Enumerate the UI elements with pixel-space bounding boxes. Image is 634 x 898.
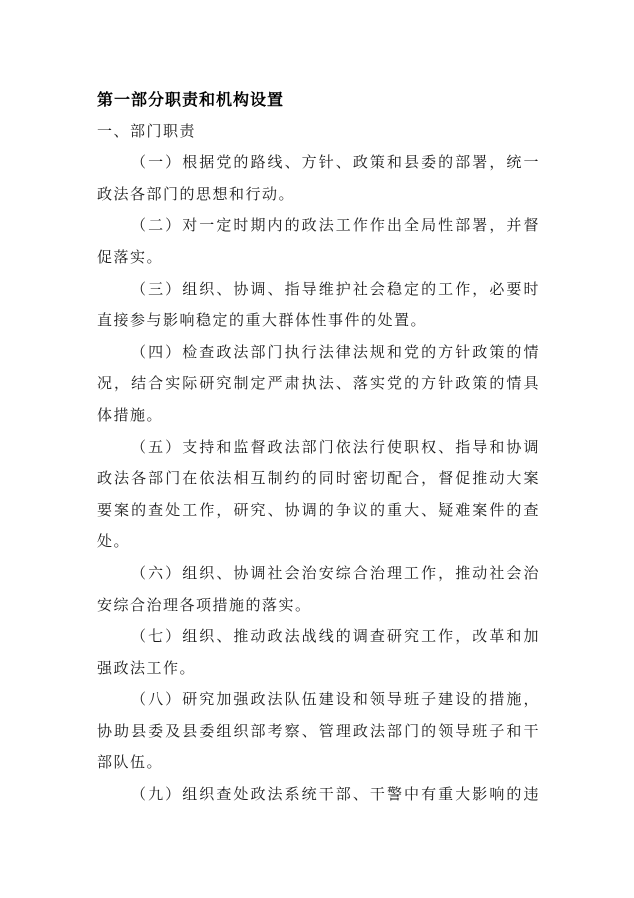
- duty-text-line: （二）对一定时期内的政法工作作出全局性部署，并督: [131, 216, 540, 235]
- duty-item-9: [97, 779, 540, 811]
- duty-text-line: 直接参与影响稳定的重大群体性事件的处置。: [97, 311, 428, 330]
- duty-text-line: 政法各部门的思想和行动。: [97, 184, 296, 203]
- duty-text-line: （四）检查政法部门执行法律法规和党的方针政策的情: [131, 342, 540, 361]
- duty-text-line: 政法各部门在依法相互制约的同时密切配合，督促推动大案: [97, 469, 540, 488]
- duty-text-line: （五）支持和监督政法部门依法行使职权、指导和协调: [131, 437, 540, 456]
- duty-item-1: [97, 147, 540, 210]
- duty-text-line: （八）研究加强政法队伍建设和领导班子建设的措施，: [131, 690, 540, 709]
- section-heading: 一、部门职责: [97, 121, 197, 140]
- duty-text-line: 强政法工作。: [97, 658, 197, 677]
- duty-text-line: 促落实。: [97, 247, 164, 266]
- duty-text-line: 协助县委及县委组织部考察、管理政法部门的领导班子和干: [97, 721, 540, 740]
- duty-item-5: [97, 432, 540, 558]
- document-body: [97, 84, 540, 811]
- duty-text-line: （七）组织、推动政法战线的调查研究工作，改革和加: [131, 627, 540, 646]
- duty-item-7: [97, 621, 540, 684]
- duty-item-2: [97, 210, 540, 273]
- duty-text-line: （三）组织、协调、指导维护社会稳定的工作，必要时: [131, 279, 540, 298]
- part-title: 第一部分职责和机构设置: [97, 90, 285, 109]
- duty-text-line: 要案的查处工作，研究、协调的争议的重大、疑难案件的查: [97, 500, 540, 519]
- duty-item-8: [97, 684, 540, 779]
- duty-text-line: （九）组织查处政法系统干部、干警中有重大影响的违: [131, 785, 540, 804]
- duty-item-6: [97, 558, 540, 621]
- duty-text-line: 部队伍。: [97, 753, 164, 772]
- duty-item-3: [97, 274, 540, 337]
- duty-text-line: （一）根据党的路线、方针、政策和县委的部署，统一: [131, 153, 540, 172]
- duty-text-line: （六）组织、协调社会治安综合治理工作，推动社会治: [131, 563, 540, 582]
- duty-item-4: [97, 337, 540, 432]
- duty-text-line: 安综合治理各项措施的落实。: [97, 595, 312, 614]
- duty-text-line: 况，结合实际研究制定严肃执法、落实党的方针政策的情具: [97, 374, 540, 393]
- duty-text-line: 处。: [97, 532, 131, 551]
- duty-text-line: 体措施。: [97, 405, 164, 424]
